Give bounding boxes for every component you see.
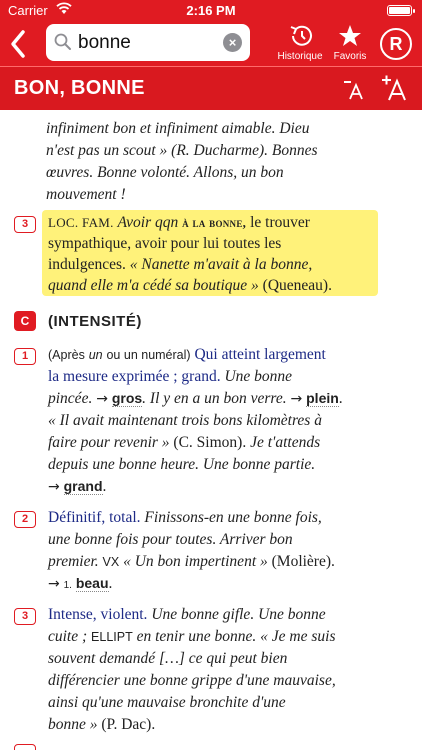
definition-text: le trouver — [250, 214, 310, 231]
text-line: ainsi qu'une mauvaise bronchite d'une — [48, 694, 286, 711]
back-button[interactable] — [8, 28, 36, 60]
text-line: n'est pas un scout » (R. Ducharme). Bonnes — [46, 142, 318, 159]
status-bar — [0, 0, 422, 20]
example-text: « Nanette m'avait à la bonne, — [129, 256, 313, 273]
search-icon — [54, 33, 72, 56]
arrow-icon: → — [96, 391, 108, 407]
clear-icon[interactable]: × — [223, 33, 242, 52]
definition-text: la mesure exprimée ; grand. — [48, 368, 221, 385]
chevron-left-icon — [8, 28, 28, 60]
arrow-icon: → — [290, 391, 303, 407]
text-line: une bonne fois pour toutes. Arriver bon — [48, 531, 293, 548]
example-text: Avoir qqn — [117, 214, 179, 231]
example-text: faire pour revenir » — [48, 434, 170, 451]
example-text: premier. — [48, 553, 99, 570]
example-text: . Il y en a un bon verre. — [142, 390, 287, 407]
usage-note: ou un numéral) — [106, 348, 191, 362]
text-line: souvent demandé […] ce qui peut bien — [48, 650, 288, 667]
text-line: pincée. → gros. Il y en a un bon verre. → plein. — [48, 390, 343, 407]
cross-ref-link[interactable]: gros — [111, 390, 143, 406]
definition-text: Qui atteint largement — [194, 346, 326, 363]
locution-text: à la bonne, — [182, 215, 247, 230]
cross-ref-link[interactable]: plein — [306, 390, 339, 406]
text-line — [48, 507, 322, 529]
text-line — [48, 551, 335, 574]
entry-content — [0, 110, 422, 750]
carrier-label: Carrier — [8, 3, 48, 18]
usage-note: un — [88, 348, 103, 362]
source-text: (P. Dac). — [101, 716, 156, 733]
source-text: (Queneau). — [262, 277, 332, 294]
usage-tag: VX — [102, 555, 120, 569]
text-line: œuvres. Bonne volonté. Allons, un bon — [46, 164, 284, 181]
text-line: depuis une bonne heure. Une bonne partie. — [48, 456, 316, 473]
sense-number: 1 — [14, 348, 36, 365]
text-line — [48, 366, 292, 388]
example-text: pincée. — [48, 390, 93, 407]
example-text: Finissons-en une bonne fois, — [144, 509, 322, 526]
section-badge: C — [14, 311, 36, 331]
text-line: infiniment bon et infiniment aimable. Dieu — [46, 120, 310, 137]
sense-number: 2 — [14, 511, 36, 528]
example-text: cuite ; — [48, 628, 88, 645]
font-larger-icon[interactable] — [380, 74, 408, 108]
history-label: Historique — [277, 51, 323, 62]
usage-tag: ELLIPT — [91, 630, 133, 644]
text-line — [48, 212, 310, 234]
text-line: « Il avait maintenant trois bons kilomètres à — [48, 412, 322, 429]
example-text: bonne » — [48, 716, 98, 733]
usage-note: (Après — [48, 348, 85, 362]
text-line — [48, 275, 332, 297]
definition-text: Intense, violent. — [48, 606, 148, 623]
robert-logo-icon[interactable]: R — [380, 28, 412, 60]
example-text: Une bonne gifle. Une bonne — [151, 606, 326, 623]
text-line — [48, 344, 326, 367]
entry-header — [0, 66, 422, 110]
text-line: → 1. beau. — [48, 575, 113, 592]
text-line: différencier une bonne grippe d'une mauvaise, — [48, 672, 336, 689]
example-text: Une bonne — [224, 368, 293, 385]
cross-ref-link[interactable]: beau — [75, 575, 109, 591]
star-icon — [338, 24, 362, 53]
arrow-icon: → — [48, 479, 60, 495]
text-line — [48, 604, 326, 626]
text-line — [48, 714, 155, 736]
top-bar — [0, 0, 422, 66]
sense-number-partial — [14, 744, 36, 750]
font-smaller-icon[interactable] — [342, 77, 366, 104]
section-title: (INTENSITÉ) — [48, 313, 142, 330]
definition-text: indulgences. — [48, 256, 126, 273]
favorites-button[interactable] — [330, 24, 370, 64]
battery-icon — [387, 5, 412, 16]
text-line: sympathique, avoir pour lui toutes les — [48, 235, 282, 252]
cross-ref-link[interactable]: grand — [63, 478, 103, 494]
entry-title: BON, BONNE — [14, 77, 145, 99]
source-text: (C. Simon). — [173, 434, 247, 451]
example-text: Je t'attends — [250, 434, 321, 451]
example-text: en tenir une bonne. « Je me suis — [136, 628, 336, 645]
history-button[interactable] — [272, 24, 328, 64]
usage-tag: LOC. FAM. — [48, 215, 114, 230]
text-line: mouvement ! — [46, 186, 126, 203]
search-input[interactable]: bonne — [78, 32, 131, 53]
status-time: 2:16 PM — [186, 3, 236, 18]
source-text: (Molière). — [271, 553, 335, 570]
favorites-label: Favoris — [333, 51, 367, 62]
history-icon — [288, 24, 314, 53]
example-text: quand elle m'a cédé sa boutique » — [48, 277, 259, 294]
example-text: « Un bon impertinent » — [123, 553, 268, 570]
text-line — [48, 432, 320, 454]
sense-number: 3 — [14, 216, 36, 233]
sense-number: 3 — [14, 608, 36, 625]
text-line — [48, 626, 335, 649]
search-field[interactable] — [46, 24, 250, 61]
arrow-icon: → — [48, 576, 60, 592]
sense-ref: 1. — [63, 580, 72, 591]
text-line: → grand. — [48, 478, 107, 495]
text-line — [48, 254, 312, 276]
definition-text: Définitif, total. — [48, 509, 141, 526]
